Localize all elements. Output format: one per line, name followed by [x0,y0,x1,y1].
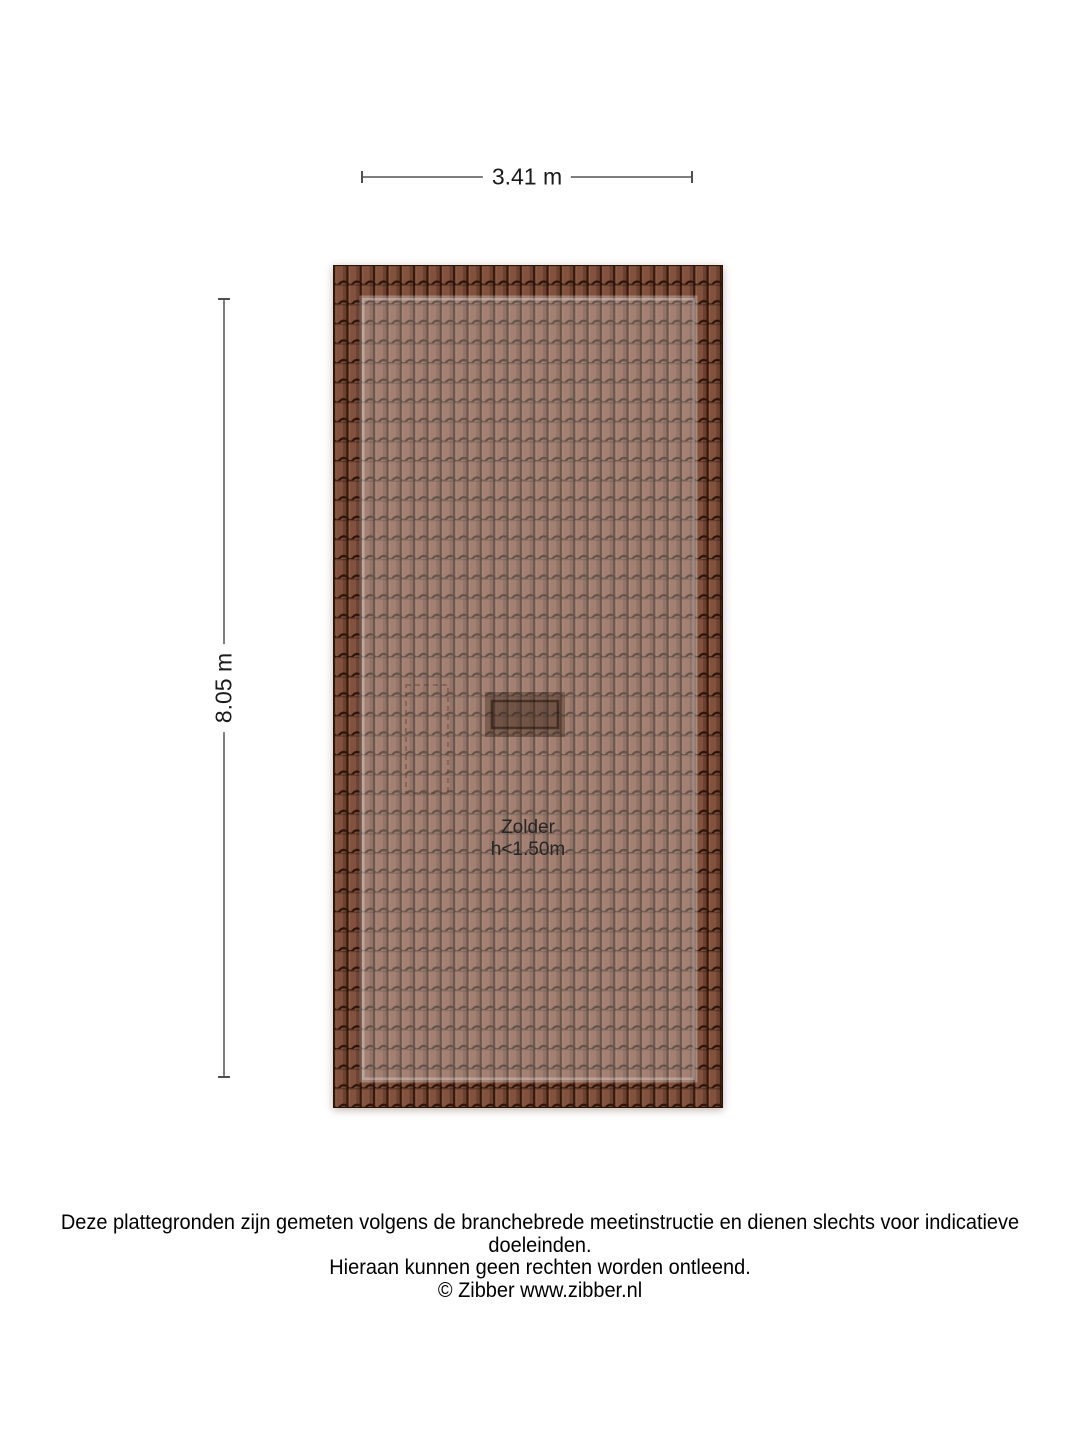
dimension-height-tick-top [218,298,230,300]
disclaimer-line-2: Hieraan kunnen geen rechten worden ontleend. [329,1256,751,1279]
roof-tiles-svg [333,265,723,1108]
disclaimer-line-1: Deze plattegronden zijn gemeten volgens de branchebrede meetinstructie en dienen slechts voor indicatieve doeleinden. [60,1211,1020,1257]
skylight-glass [492,701,558,728]
room-height-note: h<1.50m [490,839,566,860]
footer-disclaimer [27,1212,1053,1302]
dimension-height-label: 8.05 m [211,644,238,732]
dimension-width [361,163,693,190]
dimension-height-tick-bottom [218,1076,230,1078]
dimension-width-label: 3.41 m [483,164,571,191]
roof-plan [333,265,723,1108]
inner-floor-overlay [362,298,695,1080]
dimension-width-tick-right [691,171,693,183]
room-label [333,817,723,861]
room-name: Zolder [501,817,555,838]
copyright-line: © Zibber www.zibber.nl [437,1278,643,1302]
dimension-width-tick-left [361,171,363,183]
dimension-height [210,298,237,1078]
